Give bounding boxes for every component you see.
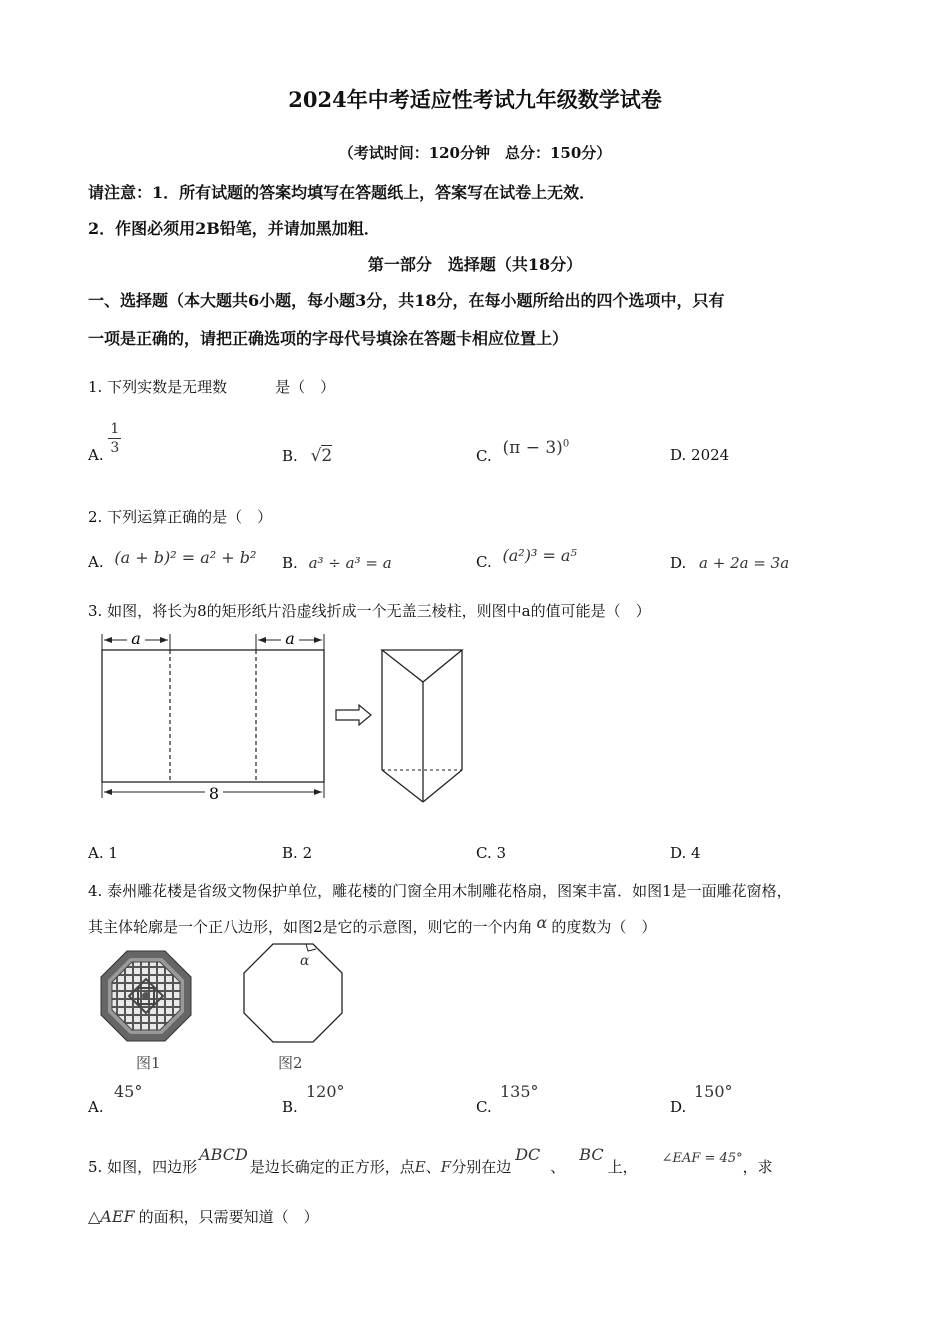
q3-option-d: D. 4 — [670, 844, 701, 862]
q4-stem-line2: 其主体轮廓是一个正八边形，如图2是它的示意图，则它的一个内角 α 的度数为（ ） — [88, 913, 657, 936]
q3-rectangle — [102, 650, 324, 782]
q2-option-c: C. (a²)³ = a⁵ — [476, 546, 577, 571]
q1-option-b: B. √2 — [282, 446, 333, 466]
section-heading-line1: 一、选择题（本大题共6小题，每小题3分，共18分，在每小题所给出的四个选项中，只有 — [88, 291, 725, 310]
q3-prism-top — [382, 650, 462, 682]
q4-option-d: D. 150° — [670, 1082, 733, 1116]
q2-option-d: D. a + 2a = 3a — [670, 554, 790, 572]
q3-stem: 3. 如图，将长为8的矩形纸片沿虚线折成一个无盖三棱柱，则图中a的值可能是（ ） — [88, 602, 651, 620]
q2-option-b: B. a³ ÷ a³ = a — [282, 554, 392, 572]
q4-fig2-angle-label: α — [300, 953, 310, 969]
q4-fig1-caption: 图1 — [136, 1054, 161, 1072]
q4-option-b: B. 120° — [282, 1082, 345, 1116]
q3-label-a-right: a — [285, 629, 295, 648]
q1-fraction: $\frac{1}{3}$ — [110, 421, 120, 456]
notice-1: 请注意：1．所有试题的答案均填写在答题纸上，答案写在试卷上无效． — [88, 183, 596, 202]
q3-option-c: C. 3 — [476, 844, 507, 862]
part-title: 第一部分 选择题（共18分） — [367, 255, 583, 274]
q3-label-a-left: a — [131, 629, 141, 648]
section-heading-line2: 一项是正确的，请把正确选项的字母代号填涂在答题卡相应位置上） — [88, 329, 569, 348]
q1-stem-a: 1. 下列实数是无理数 — [88, 378, 228, 396]
exam-title: 2024年中考适应性考试九年级数学试卷 — [288, 87, 662, 112]
q3-figure — [95, 628, 475, 804]
notice-2: 2．作图必须用2B铅笔，并请加黑加粗． — [88, 219, 380, 238]
q2-stem: 2. 下列运算正确的是（ ） — [88, 508, 273, 526]
q2-option-a: A. (a + b)² = a² + b² — [88, 548, 257, 571]
q3-option-b: B. 2 — [282, 844, 313, 862]
q1-option-a: A. $\frac{1}{3}$ — [88, 421, 120, 464]
q1-stem — [88, 376, 335, 397]
q5-stem-line2: △AEF 的面积，只需要知道（ ） — [88, 1207, 319, 1226]
q4-option-a: A. 45° — [88, 1082, 143, 1116]
q4-stem-line1: 4. 泰州雕花楼是省级文物保护单位，雕花楼的门窗全用木制雕花格扇，图案丰富．如图1是一面雕花窗格， — [88, 882, 792, 900]
q1-option-d: D. 2024 — [670, 446, 730, 464]
q1-stem-b: 是（ ） — [275, 378, 336, 396]
q4-option-c: C. 135° — [476, 1082, 539, 1116]
q1-expr-c: $(\pi - 3)^0$ — [502, 438, 570, 458]
q3-option-a: A. 1 — [88, 844, 118, 862]
q1-option-c: C. $(\pi - 3)^0$ — [476, 438, 570, 465]
q3-arrow — [336, 705, 371, 725]
exam-info: （考试时间：120分钟 总分：150分） — [338, 144, 612, 162]
q3-label-length: 8 — [208, 784, 220, 803]
q4-fig2-caption: 图2 — [278, 1054, 303, 1072]
q4-fig2-octagon — [238, 940, 348, 1050]
q4-fig1-window — [100, 950, 192, 1042]
q1-radical: √2 — [310, 446, 333, 466]
q5-stem-line1: 5. 如图，四边形ABCD是边长确定的正方形，点E、F分别在边DC、BC上， ∠EAF = 45°，求 — [88, 1145, 773, 1176]
